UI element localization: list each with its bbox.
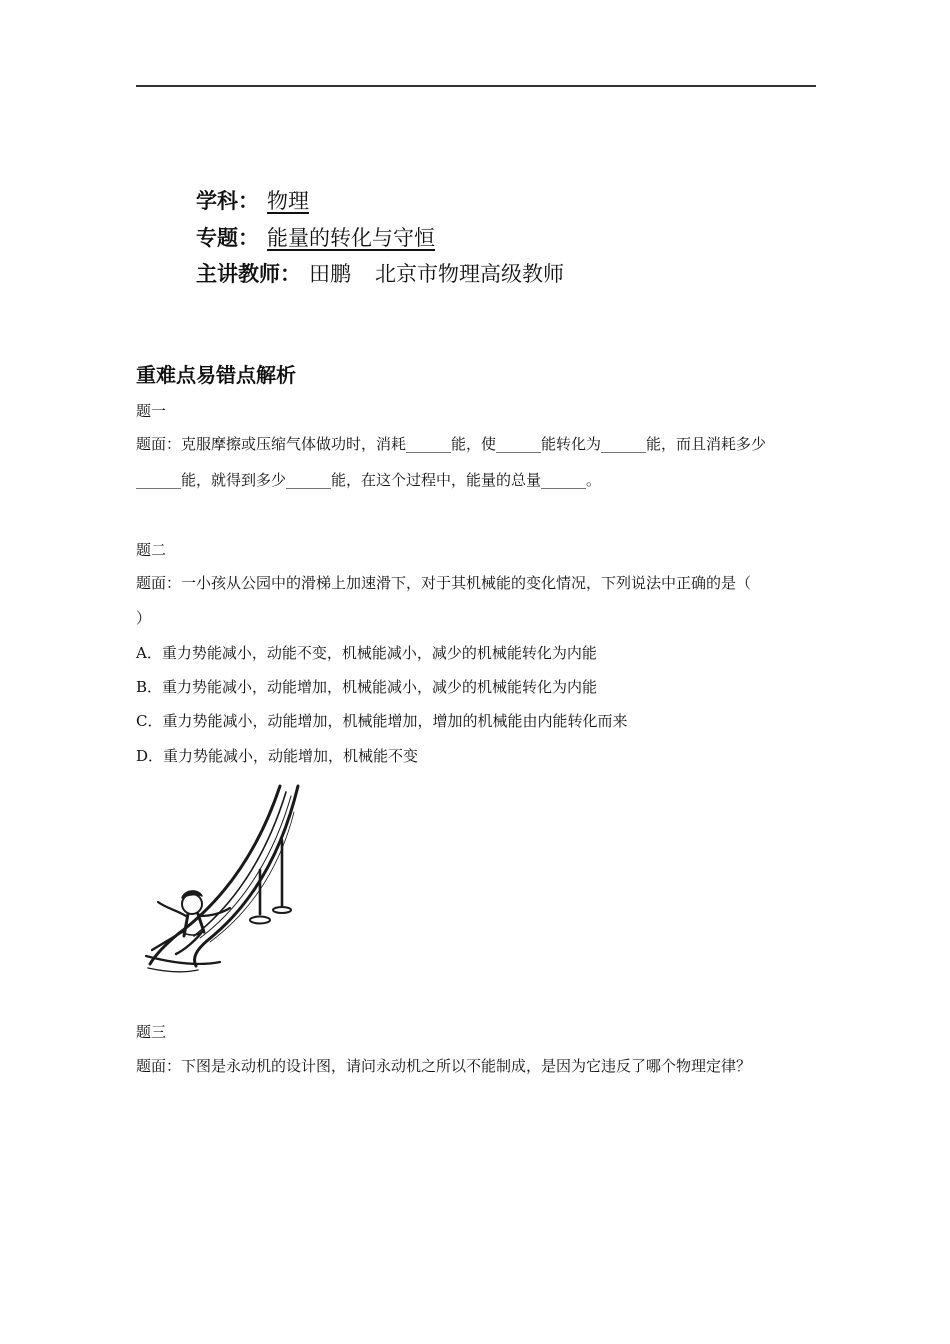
q1-title: 题一 [136,402,167,420]
subject-label: 学科： [196,189,259,213]
q3-title: 题三 [136,1023,167,1041]
subject-value: 物理 [267,189,309,213]
q3-stem-line1: 题面：下图是永动机的设计图，请问永动机之所以不能制成，是因为它违反了哪个物理定律？ [136,1057,752,1075]
q1-stem-line2: ______能，就得到多少______能，在这个过程中，能量的总量______。 [136,471,602,489]
header-rule [136,85,816,87]
q2-title: 题二 [136,541,167,559]
teacher-row [196,259,564,289]
subject-row [196,186,309,216]
q2-stem-line1: 题面：一小孩从公园中的滑梯上加速滑下，对于其机械能的变化情况，下列说法中正确的是（ [136,574,752,592]
teacher-label: 主讲教师： [196,262,301,286]
topic-value: 能量的转化与守恒 [267,226,435,250]
topic-label: 专题： [196,226,259,250]
q2-option-a: A．重力势能减小，动能不变，机械能减小，减少的机械能转化为内能 [136,644,597,662]
child-on-slide-illustration [136,782,316,974]
q2-stem-line2: ） [136,609,152,627]
teacher-name: 田鹏 [309,262,351,286]
q2-option-d: D．重力势能减小，动能增加，机械能不变 [136,747,419,765]
q2-option-c: C．重力势能减小，动能增加，机械能增加，增加的机械能由内能转化而来 [136,712,628,730]
q2-option-b: B．重力势能减小，动能增加，机械能减小，减少的机械能转化为内能 [136,678,598,696]
q1-stem-line1: 题面：克服摩擦或压缩气体做功时，消耗______能，使______能转化为______能，而且消耗多少 [136,435,767,453]
section-title: 重难点易错点解析 [136,363,296,387]
topic-row [196,223,435,253]
teacher-title: 北京市物理高级教师 [375,262,564,286]
